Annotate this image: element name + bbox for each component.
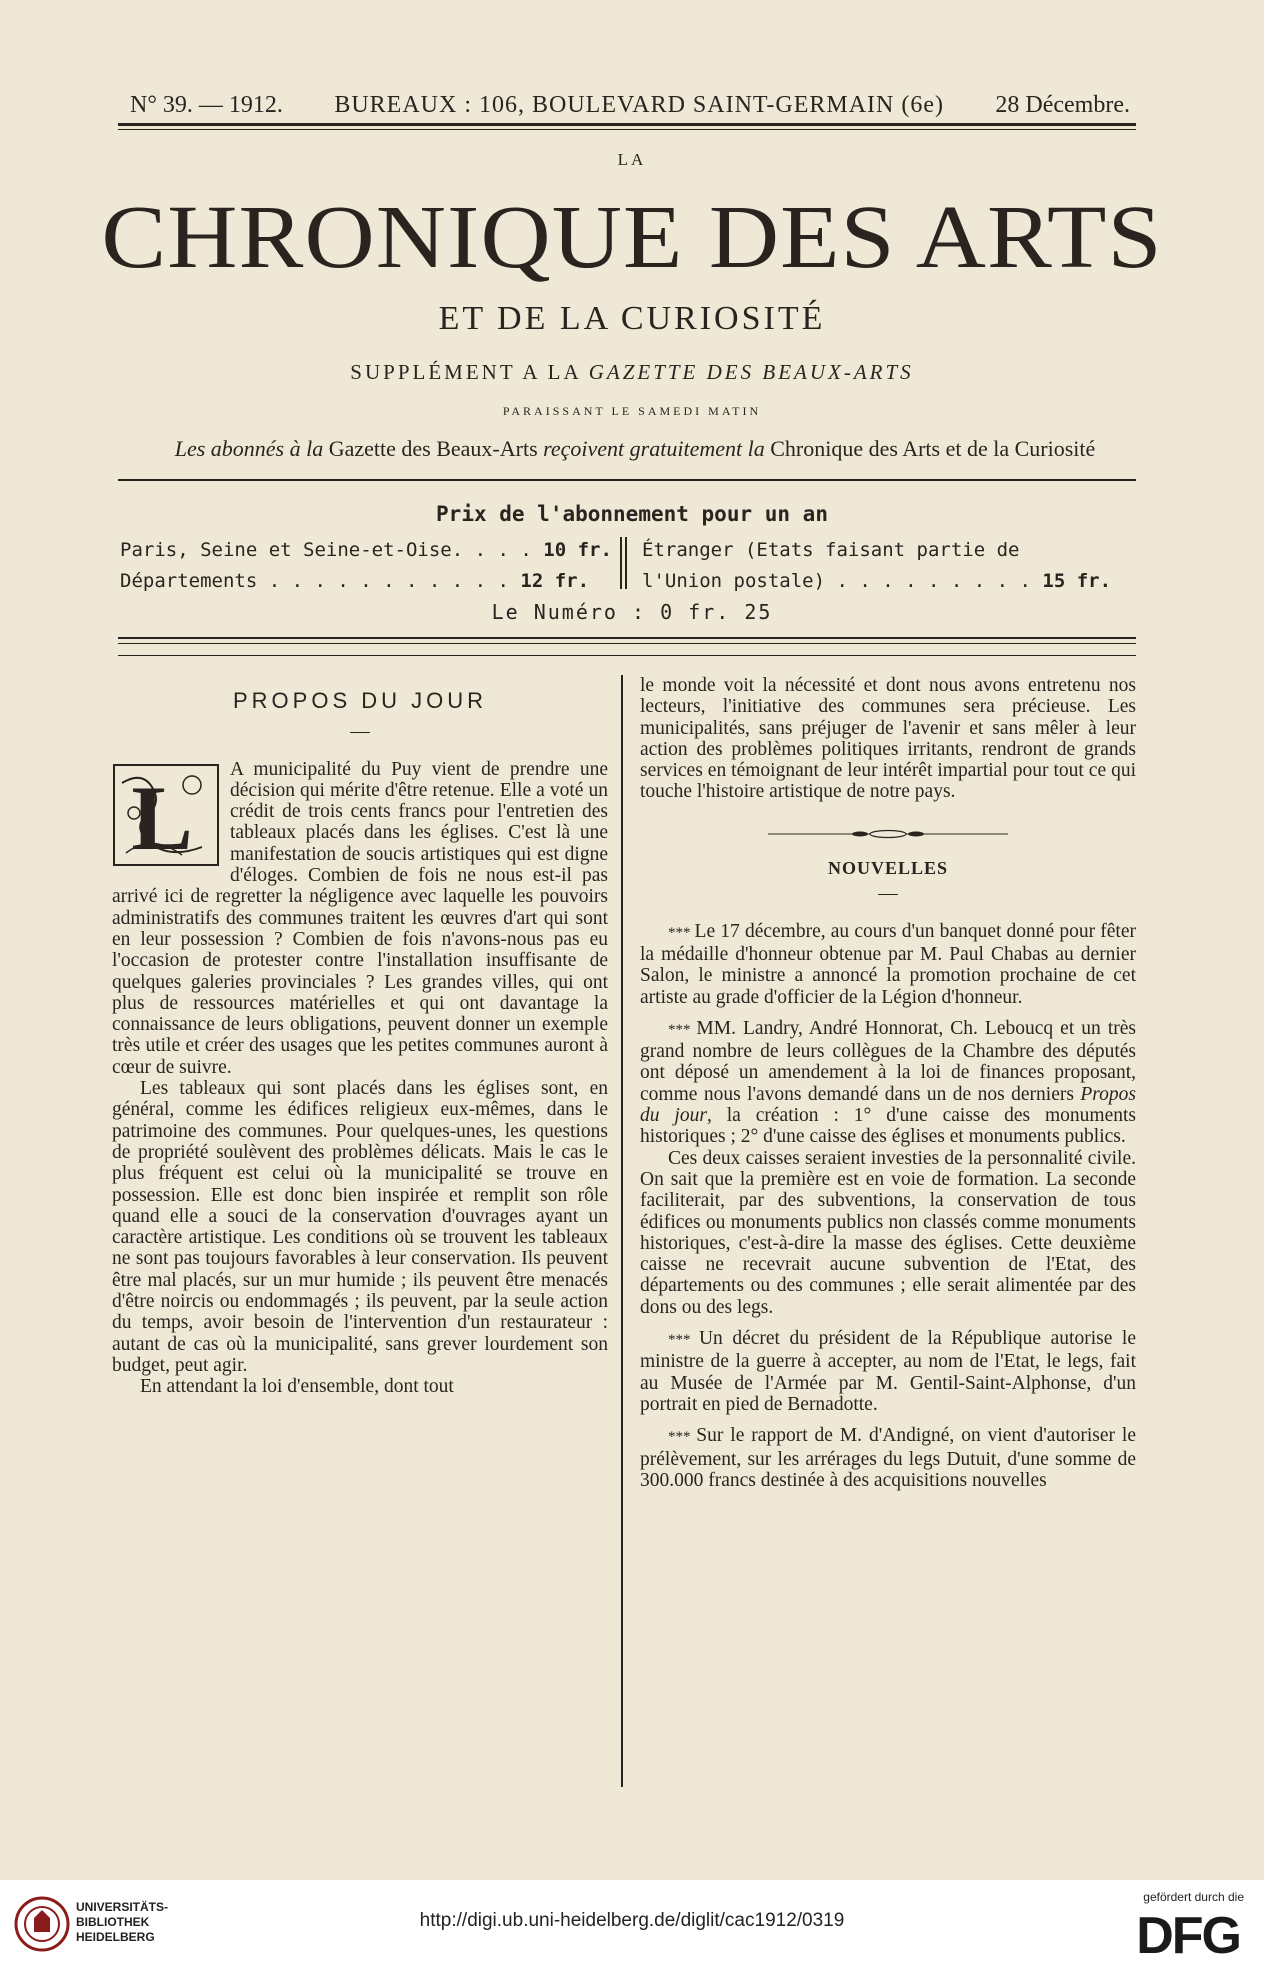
nouvelle-3: Ces deux caisses seraient investies de la personnalité civile. On sait que la première est en voie de formation. La seconde faciliterait, par des subventions, la conservation de tous édifices ou monuments publics non classés comme monuments historiques, c'est-à-dire la masse des églises. Cette deuxième caisse ne recevrait aucune subvention de l'Etat, des départements ou des communes ; elle serait alimentée par des dons ou des legs.: [640, 1147, 1136, 1318]
masthead-rule: [118, 479, 1136, 481]
ornament-divider: [640, 823, 1136, 844]
subscribers-note: [115, 436, 1155, 462]
propos-dash: —: [350, 721, 370, 743]
nouvelle-4-text: Un décret du président de la République autorise le ministre de la guerre à accepter, au nom de l'Etat, le legs, fait au Musée de l'Armée par M. Gentil-Saint-Alphonse, d'un portrait en pied de Bernadotte.: [640, 1328, 1136, 1415]
uni-line-2: BIBLIOTHEK: [76, 1915, 150, 1929]
nouvelles-dash: —: [878, 883, 898, 905]
dropcap-letter: L: [131, 766, 193, 867]
asterism-icon: ***: [668, 1429, 697, 1446]
tarif-paris: [120, 539, 612, 561]
header-rule-thin: [118, 129, 1136, 130]
propos-paragraph-2: Les tableaux qui sont placés dans les églises sont, en général, comme les édifices religieux eux-mêmes, dans le patrimoine des communes. Pour quelques-unes, les questions de propriété soulèvent des problèmes délicats. Mais le cas le plus fréquent est celui où la municipalité se trouve en possession. Elle est donc bien inspirée et remplit son rôle quand elle a souci de la conservation d'ouvrages ayant un caractère artistique. Les conditions où se trouvent les tableaux ne sont pas toujours favorables à leur conservation. Ils peuvent être mal placés, sur un mur humide ; ils peuvent être menacés d'être noircis ou endommagés ; ils peuvent, par la seule action du temps, avoir besoin de l'intervention d'un restaurateur : autant de cas où la municipalité, sans grever lourdement son budget, peut agir.: [112, 1078, 608, 1376]
price-rule-1: [118, 637, 1136, 639]
ornament-icon: [768, 829, 1008, 839]
nouvelle-2-text-a: MM. Landry, André Honnorat, Ch. Leboucq et un très grand nombre de leurs collègues de la Chambre des députés ont déposé un amendement à la loi de finances proposant, comme nous l'avons demandé dans un de nos derniers: [640, 1017, 1136, 1105]
abonnes-part2: Gazette des Beaux-Arts: [328, 436, 538, 461]
propos-paragraph-4: le monde voit la nécessité et dont nous avons entretenu nos lecteurs, l'initiative des communes sera précieuse. Les municipalités, sans préjuger de l'avenir et sans mêler à leur action des problèmes politiques irritants, rendront de grands services en témoignant de leur intérêt impartial pour tout ce qui touche l'histoire artistique de notre pays.: [640, 675, 1136, 803]
etranger-price: 15 fr.: [1042, 570, 1112, 592]
uni-line-1: UNIVERSITÄTS-: [76, 1900, 169, 1914]
dropcap-l-icon: [112, 763, 220, 867]
asterism-icon: ***: [668, 924, 695, 941]
tarif-etranger-line1: Étranger (Etats faisant partie de: [642, 539, 1020, 561]
propos-heading: PROPOS DU JOUR: [232, 688, 488, 713]
tarif-divider: [620, 537, 627, 589]
propos-paragraph-1: A municipalité du Puy vient de prendre une décision qui mérite d'être retenue. Elle a voté un crédit de trois cents francs pour l'entretien des tableaux placés dans les églises. C'est là une manifestation de soucis artistiques qui est digne d'éloges. Combien de fois ne nous est-il pas arrivé ici de regretter la négligence avec laquelle les pouvoirs administratifs des communes traitent les œuvres d'art qui sont en leur possession ? Combien de fois n'avons-nous pas eu l'occasion de protester contre l'installation insuffisante de quelques galeries provinciales ? Les grandes villes, qui ont plus de ressources matérielles et qui ont davantage la connaissance de leurs obligations, peuvent donner un exemple très utile et créer des usages que les petites communes auront à cœur de suivre.: [112, 758, 608, 1078]
etranger-label: l'Union postale) . . . . . . . . .: [642, 570, 1031, 592]
nouvelles-heading: NOUVELLES: [827, 858, 949, 879]
issue-date: 28 Décembre.: [995, 92, 1130, 118]
abonnes-part1: Les abonnés à la: [174, 436, 324, 461]
tarif-departements: [120, 570, 589, 592]
publication-schedule: PARAISSANT LE SAMEDI MATIN: [502, 404, 762, 418]
bureaux-address: BUREAUX : 106, BOULEVARD SAINT-GERMAIN (6e): [334, 92, 944, 118]
single-issue-price: Le Numéro : 0 fr. 25: [491, 600, 773, 624]
asterism-icon: ***: [668, 1021, 697, 1038]
supplement-line: [0, 360, 1264, 385]
nouvelle-2-text-b: , la création : 1° d'une caisse des monuments historiques ; 2° d'une caisse des églises et monuments publics.: [640, 1105, 1136, 1148]
supplement-prefix: SUPPLÉMENT A LA: [350, 360, 581, 384]
abonnes-part4: Chronique des Arts et de la Curiosité: [770, 436, 1096, 461]
propos-paragraph-3: En attendant la loi d'ensemble, dont tout: [140, 1376, 454, 1398]
tarif-etranger-line2: [642, 570, 1111, 592]
uni-line-3: HEIDELBERG: [76, 1930, 155, 1944]
abonnes-part3: reçoivent gratuitement la: [543, 436, 765, 461]
dept-price: 12 fr.: [520, 570, 590, 592]
dept-label: Départements . . . . . . . . . . .: [120, 570, 509, 592]
nouvelle-5-text: Sur le rapport de M. d'Andigné, on vient d'autoriser le prélèvement, sur les arrérages du legs Dutuit, d'une somme de 300.000 francs destinée à des acquisitions nouvelles: [640, 1425, 1136, 1491]
issue-number: N° 39. — 1912.: [130, 92, 283, 118]
subscription-title: Prix de l'abonnement pour un an: [436, 502, 828, 526]
nouvelle-5: [640, 1425, 1136, 1491]
masthead-subtitle: ET DE LA CURIOSITÉ: [438, 300, 826, 337]
nouvelle-4: [640, 1328, 1136, 1415]
paris-label: Paris, Seine et Seine-et-Oise. . . .: [120, 539, 532, 561]
supplement-journal: GAZETTE DES BEAUX-ARTS: [588, 360, 914, 384]
price-rule-2: [118, 643, 1136, 644]
issue-header: [130, 92, 1130, 119]
footer-band: [0, 1880, 1264, 1971]
masthead-title: CHRONIQUE DES ARTS: [101, 188, 1163, 287]
masthead-la: LA: [617, 150, 647, 169]
nouvelle-2-italic: Propos du jour: [640, 1083, 1136, 1127]
price-rule-3: [118, 655, 1136, 656]
funded-by-text: gefördert durch die: [1143, 1890, 1244, 1904]
header-rule-thick: [118, 123, 1136, 126]
paris-price: 10 fr.: [543, 539, 612, 561]
dfg-logo: DFG: [1136, 1907, 1240, 1965]
right-column: [640, 675, 1136, 1491]
column-divider: [621, 675, 623, 1787]
nouvelle-1-text: Le 17 décembre, au cours d'un banquet donné pour fêter la médaille d'honneur obtenue par M. Paul Chabas au dernier Salon, le ministre a annoncé la promotion prochaine de cet artiste au grade d'officier de la Légion d'honneur.: [640, 920, 1136, 1008]
nouvelle-2: [640, 1018, 1136, 1148]
nouvelle-1: [640, 921, 1136, 1008]
asterism-icon: ***: [668, 1332, 699, 1349]
left-column: [112, 690, 608, 1398]
source-url-link[interactable]: http://digi.ub.uni-heidelberg.de/diglit/cac1912/0319: [419, 1910, 845, 1931]
